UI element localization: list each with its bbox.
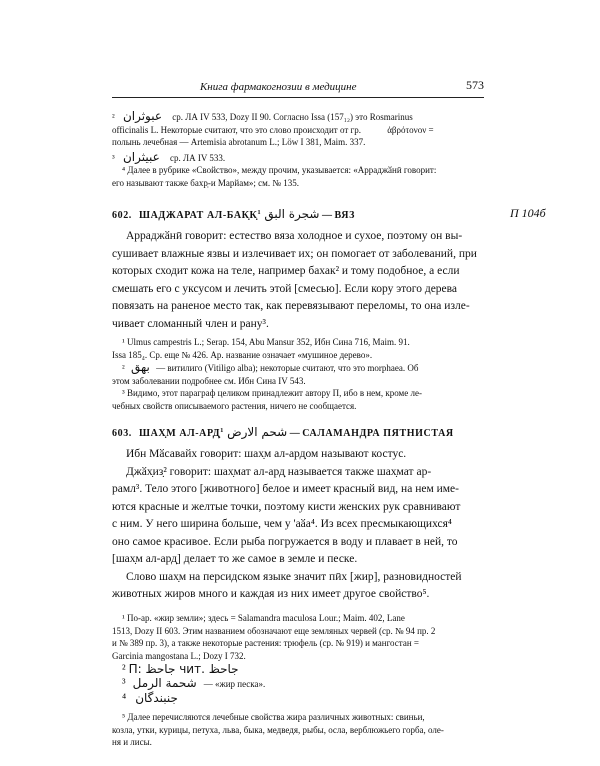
arabic-word: عبيثران [122, 149, 160, 164]
section-603-title: 603. ШАХ̣М АЛ-АРД̣$^1$ شحم الارض — САЛАМАНДРА ПЯТНИСТАЯ [112, 425, 454, 439]
body-line: Слово шах̣м на персидском языке значит пӣх [жир], разновидностей [126, 570, 462, 583]
footnote-line: Issa 185₄. Ср. еще № 426. Ар. название означает «мушиное дерево». [112, 349, 373, 360]
footnote-line: его называют также бахр̣-и Марйам»; см. № 135. [112, 177, 299, 188]
footnote-line: ⁴ جنبندگان [122, 691, 178, 705]
arabic-word: عبوثران [122, 109, 163, 123]
arabic-word: بهق [130, 360, 150, 374]
body-line: Ибн Мӑсавайх говорит: шах̣м ал-ард̣ом называют костус. [126, 448, 407, 460]
section-603-body [112, 446, 484, 604]
body-line: с ним. У него ширина больше, чем у 'аӑа⁴. Из всех пресмыкающихся⁴ [112, 518, 452, 530]
footnote-line: ⁵ Далее перечисляются лечебные свойства жира различных животных: свиньи, [122, 712, 425, 722]
body-line: повязать на раненое место так, как перевязывают переломы, то она излe- [112, 300, 470, 312]
footnote-line: и № 389 пр. 3), а также некоторые растения: трюфель (ср. № 919) и мангостан = [112, 638, 419, 648]
page-number: 573 [466, 78, 484, 92]
arabic-word: جنبندگان [135, 691, 178, 705]
greek-word: ἀβρότονον = [387, 124, 434, 135]
arabic-title: شحم الارض [227, 425, 288, 439]
margin-reference: П 104б [510, 206, 546, 220]
footnote-line: officinalis L. Некоторые считают, что это слово происходит от гр. ἀβρότονον = [112, 124, 434, 135]
footnote-line: ² П: جاحظ чит. جاحظ [122, 662, 239, 676]
arabic-word: شحمة الرمل [132, 676, 197, 690]
body-line: оно самое красивое. Если рыба погружается в воду и плавает в ней, то [112, 535, 458, 548]
body-line: чивает сломанный член и рану³. [112, 317, 269, 330]
footnote-line: ³ عبيثران ср. ЛА IV 533. [112, 149, 226, 164]
footnote-line: 1513, Dozy II 603. Этим названием обозначают еще земляных червей (ср. № 94 пр. 2 [112, 625, 436, 636]
body-line: рамл³. Тело этого [животного] белое и имеет красный вид, на нем име- [112, 483, 459, 495]
footnote-line: ⁴ Далее в рубрике «Свойство», между прочим, указывается: «Арраджӑнӣ говорит: [122, 165, 437, 175]
footnotes-top [112, 110, 484, 189]
section-603-footnotes [112, 612, 484, 749]
footnote-line: ² عبوثران ср. ЛА IV 533, Dozy II 90. Согласно Issa (157₁₂) это Rosmarinus [112, 109, 413, 123]
footnote-line: чебных свойств описываемого растения, ничего не сообщается. [112, 400, 357, 411]
section-602-footnotes [112, 336, 484, 412]
footnote-line: Garcinia mangostana L.; Dozy I 732. [112, 650, 246, 661]
body-line: ются красные и желтые точки, поэтому кисти женских рук сравнивают [112, 500, 461, 513]
footnote-line: ³ Видимо, этот параграф целиком принадлежит автору П, ибо в нем, кроме ле- [122, 388, 422, 398]
body-line: смешать его с уксусом и лечить этой [смесью]. Если кору этого дерева [112, 282, 458, 295]
running-header [112, 77, 484, 98]
body-line: которых сходит кожа на теле, например бахак² и тому подобное, а если [112, 265, 460, 277]
body-line: Арраджӑнӣ говорит: естество вяза холодное и сухое, поэтому он вы- [126, 230, 463, 242]
section-602-title: 602. ШАДЖАРАТ АЛ-БАК̣К̣$^1$ شجرة البق — ВЯЗ [112, 207, 355, 221]
body-line: сушивает влажные язвы и излечивает их; он помогает от заболеваний, при [112, 247, 477, 260]
footnote-line: ¹ Ulmus campestris L.; Serap. 154, Abu Mansur 352, Ибн Сина 716, Maim. 91. [122, 337, 410, 347]
footnote-line: полынь лечебная — Artemisia abrotanum L.; Löw I 381, Maim. 337. [112, 137, 366, 147]
body-line: Джӑх̣из̣² говорит: шах̣мат ал-ард̣ называется также шах̣мат ар- [126, 465, 432, 478]
arabic-title: شجرة البق [264, 207, 320, 221]
footnote-line: ² بهق — витилиго (Vitiligo alba); некоторые считают, что это morphaea. Об [122, 360, 419, 374]
footnote-line: козла, утки, курицы, петуха, льва, быка, медведя, рыбы, осла, верблюжьего горба, оле- [112, 724, 444, 735]
body-line: животных жиров много и каждая из них имеет другое свойство⁵. [112, 588, 430, 600]
footnote-line: ³ شحمة الرمل — «жир песка». [122, 676, 266, 690]
footnote-line: ¹ По-ар. «жир земли»; здесь = Salamandra maculosa Lour.; Maim. 402, Lane [122, 613, 405, 623]
footnote-line: ня и лисы. [112, 737, 152, 747]
body-line: [шах̣м ал-ард̣] делает то же самое в земле и песке. [112, 553, 358, 565]
section-602-body [112, 228, 484, 333]
footnote-line: этом заболевании подробнее см. Ибн Сина IV 543. [112, 375, 306, 386]
running-title: Книга фармакогнозии в медицине [200, 81, 357, 93]
